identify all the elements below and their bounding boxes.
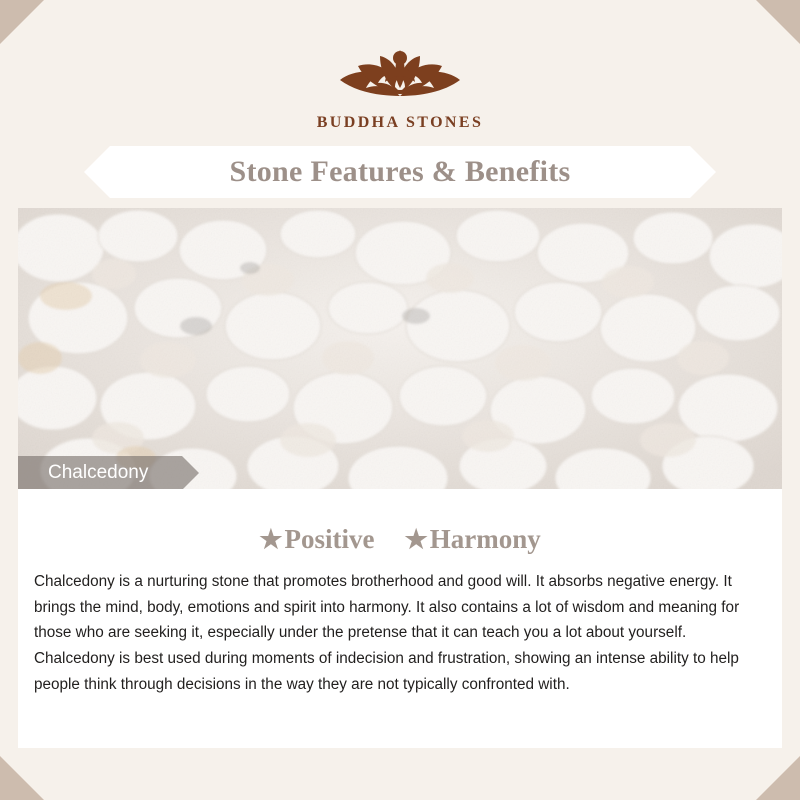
corner-accent-top-right xyxy=(756,0,800,44)
keyword-harmony-label: Harmony xyxy=(429,524,541,554)
brand-header xyxy=(0,0,800,132)
star-icon: ★ xyxy=(404,524,428,554)
keyword-row xyxy=(0,524,800,555)
corner-accent-top-left xyxy=(0,0,44,44)
keyword-harmony xyxy=(404,524,540,555)
corner-accent-bottom-right xyxy=(756,756,800,800)
page-title: Stone Features & Benefits xyxy=(229,155,571,188)
corner-accent-bottom-left xyxy=(0,756,44,800)
description-text: Chalcedony is a nurturing stone that promotes brotherhood and good will. It absorbs negative energy. It brings the mind, body, emotions and spirit into harmony. It also contains a lot of wisdom and meaning for those who are seeking it, especially under the pretense that it can teach you a lot about yourself. Chalcedony is best used during moments of indecision and frustration, showing an intense ability to help people think through decisions in the way they are not typically confronted with. xyxy=(34,573,740,693)
photo-caption-label: Chalcedony xyxy=(48,462,149,483)
stone-photo xyxy=(18,208,782,498)
section-title-band xyxy=(0,146,800,198)
brand-name: BUDDHA STONES xyxy=(316,114,484,131)
keyword-positive-label: Positive xyxy=(284,524,375,554)
photo-caption xyxy=(18,456,182,490)
lotus-meditation-icon xyxy=(310,22,490,108)
stone-photo-image xyxy=(18,208,782,498)
keyword-positive xyxy=(259,524,374,555)
star-icon: ★ xyxy=(259,524,283,554)
